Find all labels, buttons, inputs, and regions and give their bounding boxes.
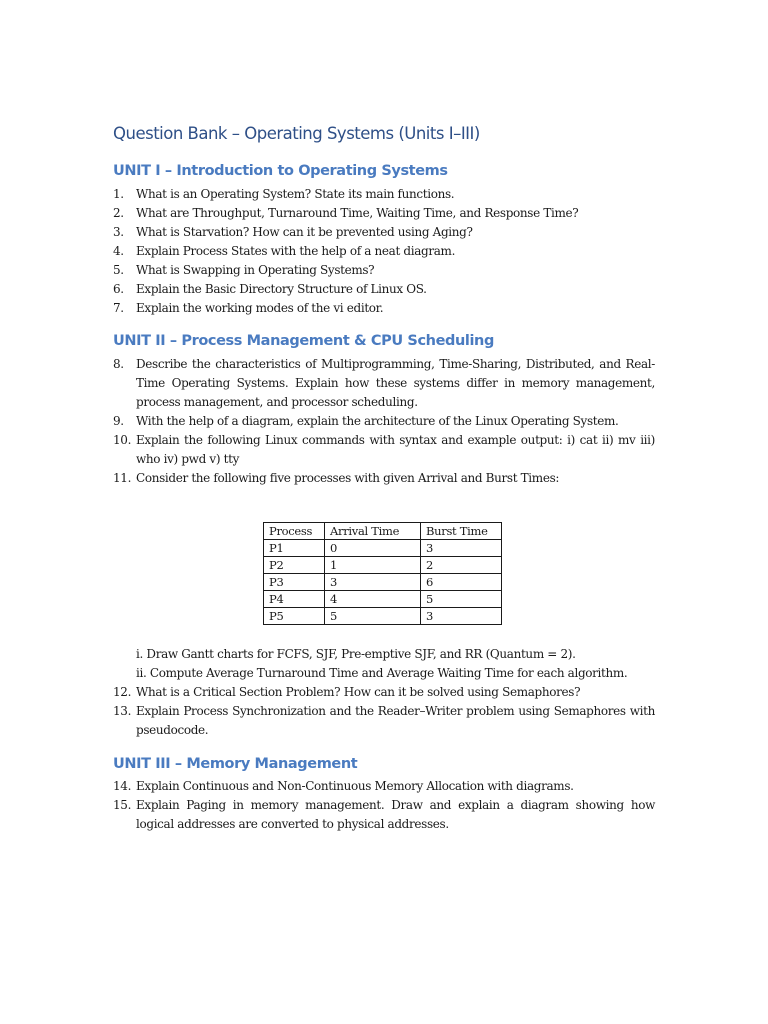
question-number: 8.	[113, 357, 124, 371]
question-text: What is Swapping in Operating Systems?	[136, 263, 375, 277]
document-title: Question Bank – Operating Systems (Units I–III)	[113, 124, 480, 143]
unit-2-question-list-continued	[113, 683, 655, 740]
question-text: Describe the characteristics of Multiprogramming, Time-Sharing, Distributed, and Real-Time Operating Systems. Explain how these systems differ in memory management, process management, and processor scheduling.	[136, 357, 655, 409]
unit-2-heading: UNIT II – Process Management & CPU Scheduling	[113, 333, 494, 349]
question-item	[113, 204, 655, 223]
question-number: 3.	[113, 225, 124, 239]
question-number: 11.	[113, 471, 132, 485]
table-header-cell: Arrival Time	[325, 523, 421, 540]
question-text: Explain Continuous and Non-Continuous Memory Allocation with diagrams.	[136, 779, 574, 793]
table-cell: P2	[264, 557, 325, 574]
question-item	[113, 777, 655, 796]
question-number: 6.	[113, 282, 124, 296]
subpart-ii: ii. Compute Average Turnaround Time and Average Waiting Time for each algorithm.	[136, 666, 628, 680]
question-text: With the help of a diagram, explain the architecture of the Linux Operating System.	[136, 414, 619, 428]
question-item	[113, 223, 655, 242]
question-item	[113, 185, 655, 204]
unit-1-heading: UNIT I – Introduction to Operating Systems	[113, 163, 448, 179]
question-item	[113, 412, 655, 431]
table-cell: 2	[421, 557, 502, 574]
question-number: 13.	[113, 704, 132, 718]
table-cell: 5	[421, 591, 502, 608]
table-cell: P4	[264, 591, 325, 608]
question-text: What is a Critical Section Problem? How can it be solved using Semaphores?	[136, 685, 581, 699]
question-number: 10.	[113, 433, 132, 447]
table-cell: P1	[264, 540, 325, 557]
table-cell: 1	[325, 557, 421, 574]
table-cell: 3	[421, 608, 502, 625]
question-number: 4.	[113, 244, 124, 258]
unit-1-question-list	[113, 185, 655, 318]
question-text: What is Starvation? How can it be prevented using Aging?	[136, 225, 473, 239]
table-cell: P3	[264, 574, 325, 591]
question-text: Explain Process States with the help of a neat diagram.	[136, 244, 456, 258]
question-text: Explain Process Synchronization and the Reader–Writer problem using Semaphores with pseudocode.	[136, 704, 655, 737]
table-cell: 4	[325, 591, 421, 608]
question-text: Explain the Basic Directory Structure of Linux OS.	[136, 282, 427, 296]
table-cell: P5	[264, 608, 325, 625]
table-row	[264, 574, 502, 591]
question-item	[113, 702, 655, 740]
table-cell: 0	[325, 540, 421, 557]
question-number: 5.	[113, 263, 124, 277]
process-table	[263, 522, 502, 625]
question-number: 2.	[113, 206, 124, 220]
question-item	[113, 683, 655, 702]
question-text: Explain the working modes of the vi editor.	[136, 301, 384, 315]
table-row	[264, 608, 502, 625]
question-item	[113, 299, 655, 318]
table-header-row	[264, 523, 502, 540]
question-item	[113, 355, 655, 412]
question-item	[113, 280, 655, 299]
table-header-cell: Burst Time	[421, 523, 502, 540]
table-row	[264, 540, 502, 557]
question-text: Explain Paging in memory management. Draw and explain a diagram showing how logical addresses are converted to physical addresses.	[136, 798, 655, 831]
question-item	[113, 261, 655, 280]
question-number: 1.	[113, 187, 124, 201]
table-row	[264, 557, 502, 574]
table-cell: 3	[325, 574, 421, 591]
unit-3-heading: UNIT III – Memory Management	[113, 756, 358, 772]
question-text: Explain the following Linux commands with syntax and example output: i) cat ii) mv iii) who iv) pwd v) tty	[136, 433, 655, 466]
unit-2-question-list	[113, 355, 655, 488]
question-text: What is an Operating System? State its main functions.	[136, 187, 455, 201]
table-header-cell: Process	[264, 523, 325, 540]
question-number: 7.	[113, 301, 124, 315]
question-number: 12.	[113, 685, 132, 699]
table-row	[264, 591, 502, 608]
table-cell: 5	[325, 608, 421, 625]
question-number: 9.	[113, 414, 124, 428]
question-number: 15.	[113, 798, 132, 812]
question-item	[113, 796, 655, 834]
question-text: What are Throughput, Turnaround Time, Waiting Time, and Response Time?	[136, 206, 579, 220]
question-number: 14.	[113, 779, 132, 793]
question-item	[113, 242, 655, 261]
table-cell: 6	[421, 574, 502, 591]
subpart-i: i. Draw Gantt charts for FCFS, SJF, Pre-emptive SJF, and RR (Quantum = 2).	[136, 647, 576, 661]
unit-3-question-list	[113, 777, 655, 834]
question-item	[113, 431, 655, 469]
process-table-wrapper	[263, 522, 502, 625]
question-item	[113, 469, 655, 488]
table-cell: 3	[421, 540, 502, 557]
question-text: Consider the following five processes with given Arrival and Burst Times:	[136, 471, 560, 485]
